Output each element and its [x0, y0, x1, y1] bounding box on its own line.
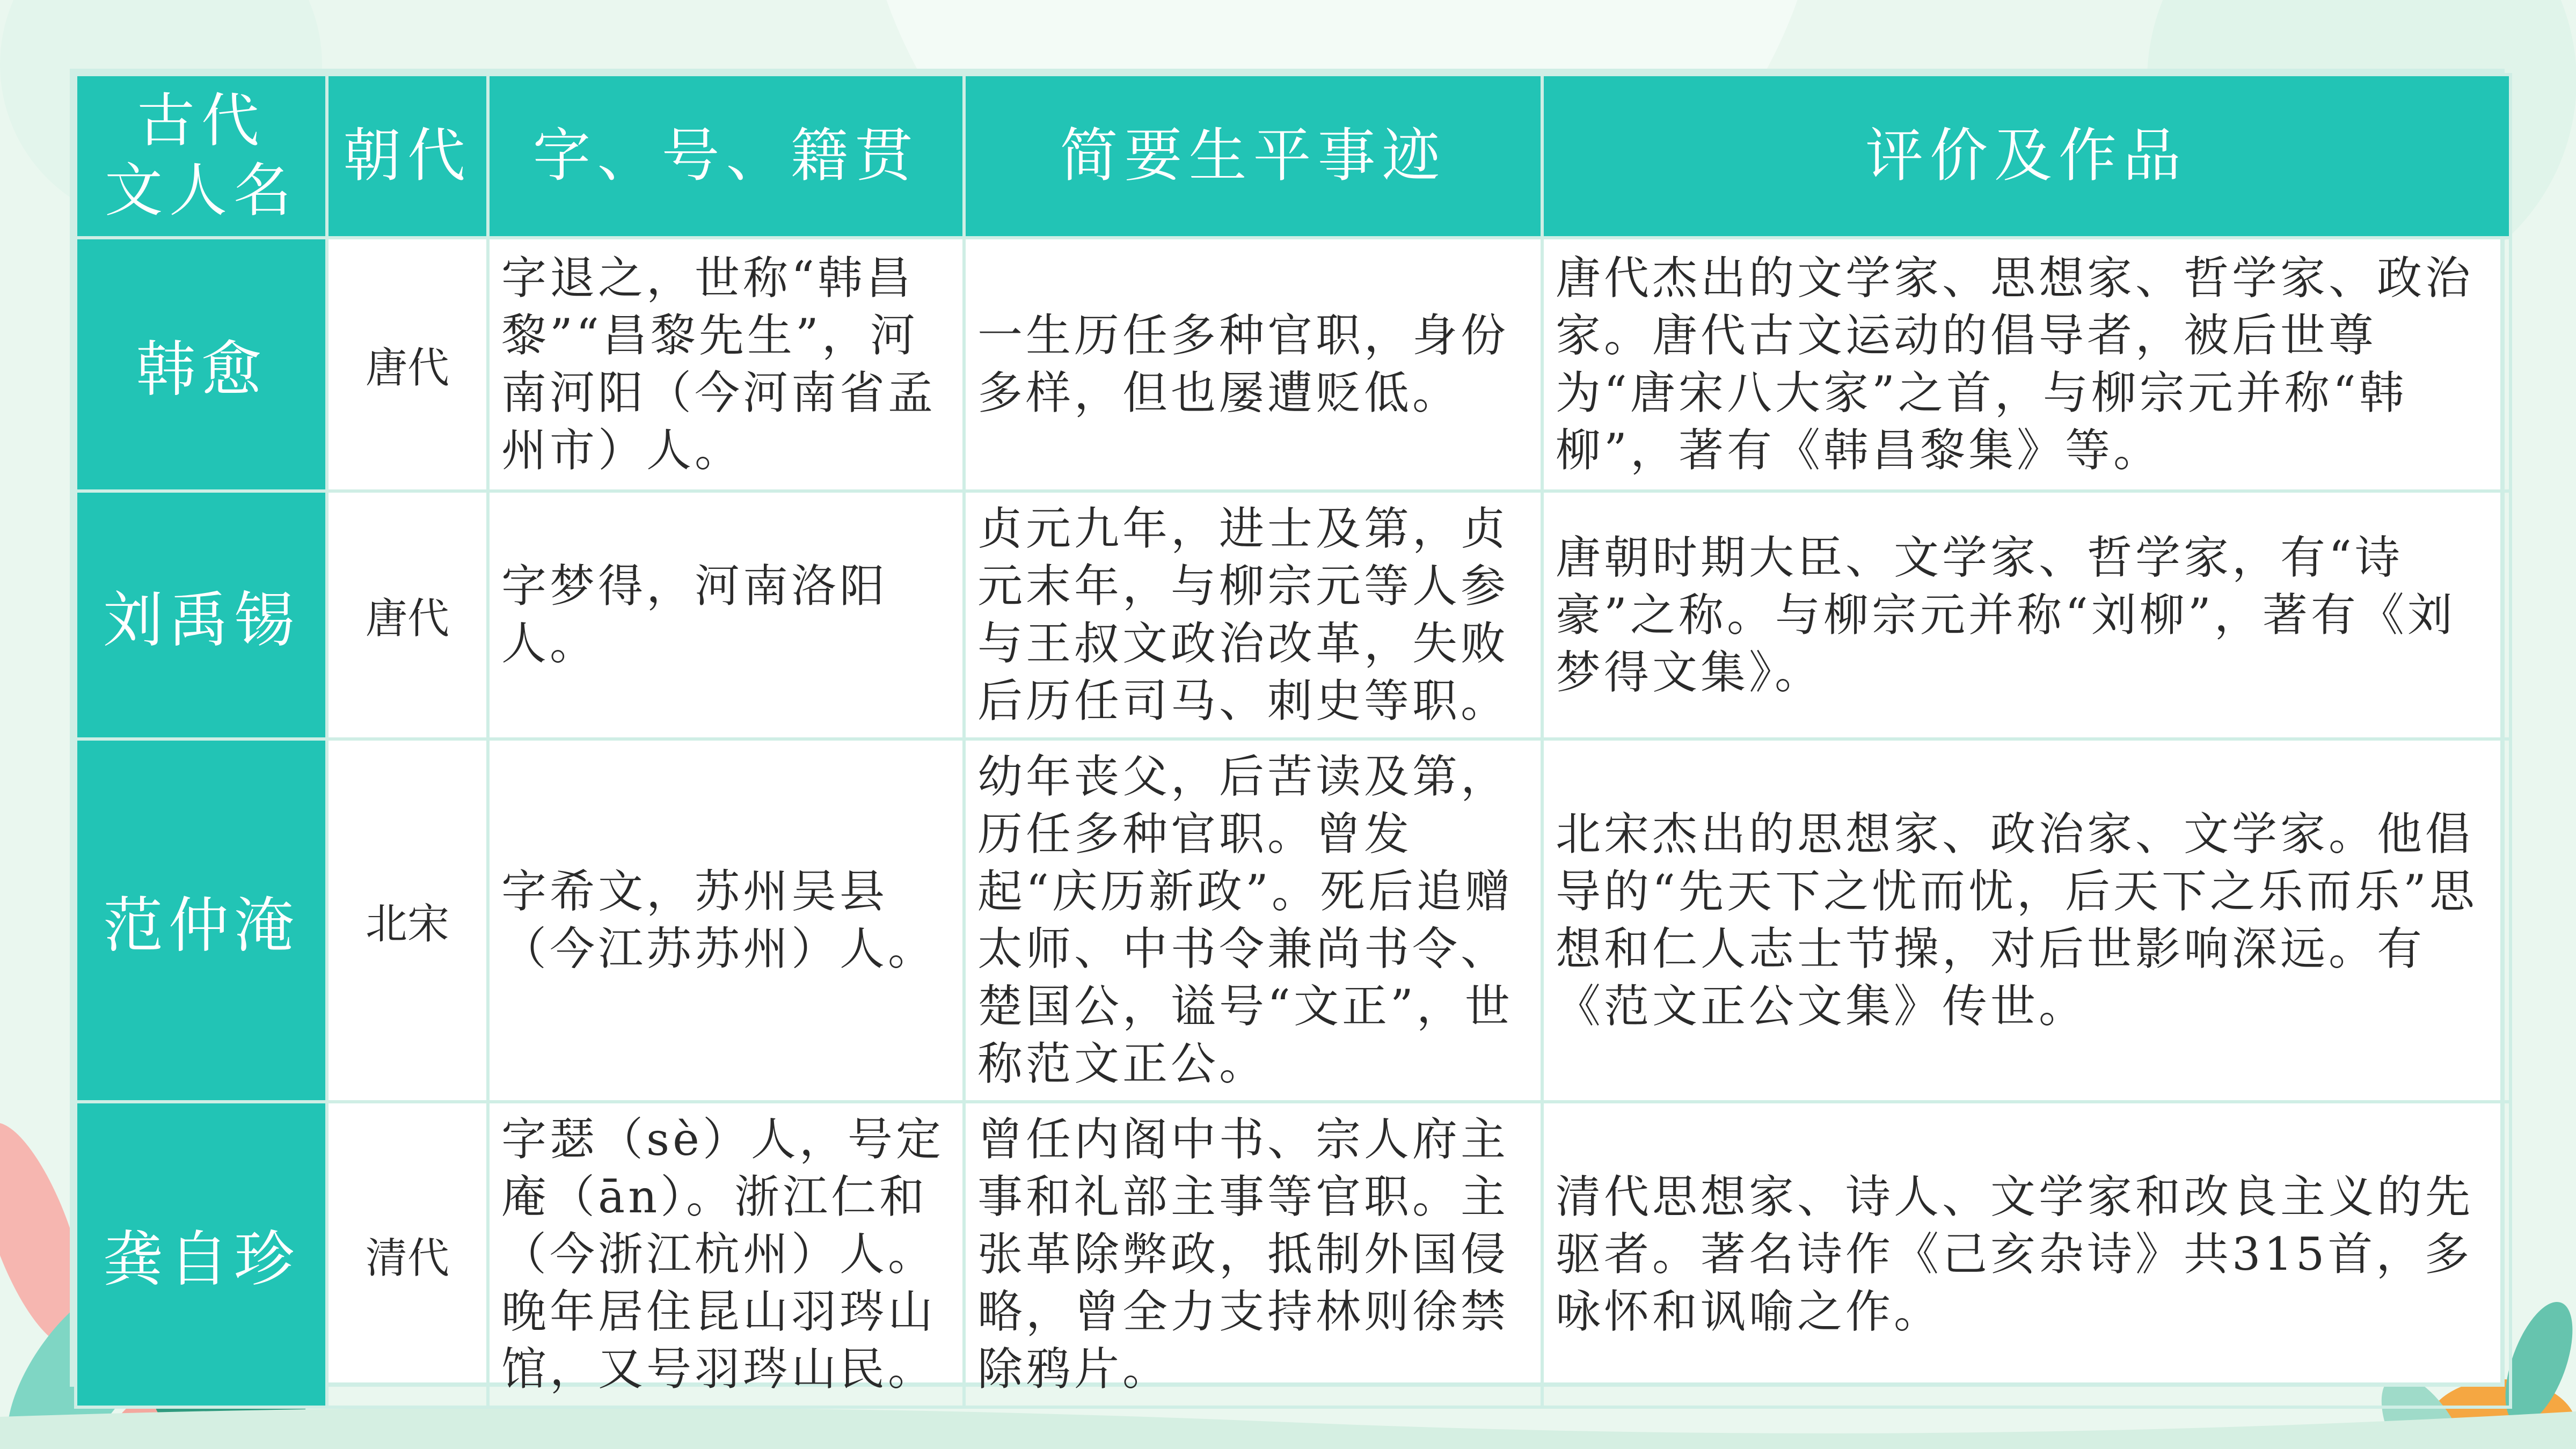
style-name-cell: 字梦得，河南洛阳人。: [488, 491, 964, 739]
writer-name: 龚自珍: [76, 1102, 327, 1407]
biography-cell: 一生历任多种官职，身份多样，但也屡遭贬低。: [964, 238, 1542, 491]
evaluation-works-cell: 北宋杰出的思想家、政治家、文学家。他倡导的“先天下之忧而忧，后天下之乐而乐”思想和仁人志士节操，对后世影响深远。有《范文正公文集》传世。: [1542, 739, 2511, 1102]
biography-cell: 贞元九年，进士及第，贞元末年，与柳宗元等人参与王叔文政治改革，失败后历任司马、刺史等职。: [964, 491, 1542, 739]
table-row: [76, 1102, 2511, 1407]
evaluation-works-cell: 清代思想家、诗人、文学家和改良主义的先驱者。著名诗作《己亥杂诗》共315首，多咏怀和讽喻之作。: [1542, 1102, 2511, 1407]
table-header-row: [76, 75, 2511, 238]
evaluation-works-cell: 唐朝时期大臣、文学家、哲学家，有“诗豪”之称。与柳宗元并称“刘柳”，著有《刘梦得文集》。: [1542, 491, 2511, 739]
style-name-cell: 字退之，世称“韩昌黎”“昌黎先生”，河南河阳（今河南省孟州市）人。: [488, 238, 964, 491]
writer-name: 刘禹锡: [76, 491, 327, 739]
dynasty-cell: 北宋: [327, 739, 488, 1102]
dynasty-cell: 唐代: [327, 491, 488, 739]
table-row: [76, 238, 2511, 491]
header-biography: 简要生平事迹: [964, 75, 1542, 238]
table-row: [76, 491, 2511, 739]
table-row: [76, 739, 2511, 1102]
style-name-cell: 字瑟（sè）人，号定庵（ān）。浙江仁和（今浙江杭州）人。晚年居住昆山羽琌山馆，又号羽琌山民。: [488, 1102, 964, 1407]
header-writer-name-line2: 文人名: [104, 157, 298, 224]
biography-cell: 曾任内阁中书、宗人府主事和礼部主事等官职。主张革除弊政，抵制外国侵略，曾全力支持林则徐禁除鸦片。: [964, 1102, 1542, 1407]
writer-name: 范仲淹: [76, 739, 327, 1102]
header-writer-name: [76, 75, 327, 238]
dynasty-cell: 唐代: [327, 238, 488, 491]
header-evaluation-works: 评价及作品: [1542, 75, 2511, 238]
dynasty-cell: 清代: [327, 1102, 488, 1407]
writers-table-container: [70, 69, 2505, 1395]
biography-cell: 幼年丧父，后苦读及第，历任多种官职。曾发起“庆历新政”。死后追赠太师、中书令兼尚书令、楚国公，谥号“文正”，世称范文正公。: [964, 739, 1542, 1102]
writer-name: 韩愈: [76, 238, 327, 491]
header-style-name-hometown: 字、号、籍贯: [488, 75, 964, 238]
writers-table: [74, 73, 2512, 1409]
header-writer-name-line1: 古代: [136, 87, 266, 155]
evaluation-works-cell: 唐代杰出的文学家、思想家、哲学家、政治家。唐代古文运动的倡导者，被后世尊为“唐宋八大家”之首，与柳宗元并称“韩柳”，著有《韩昌黎集》等。: [1542, 238, 2511, 491]
style-name-cell: 字希文，苏州吴县（今江苏苏州）人。: [488, 739, 964, 1102]
header-dynasty: 朝代: [327, 75, 488, 238]
